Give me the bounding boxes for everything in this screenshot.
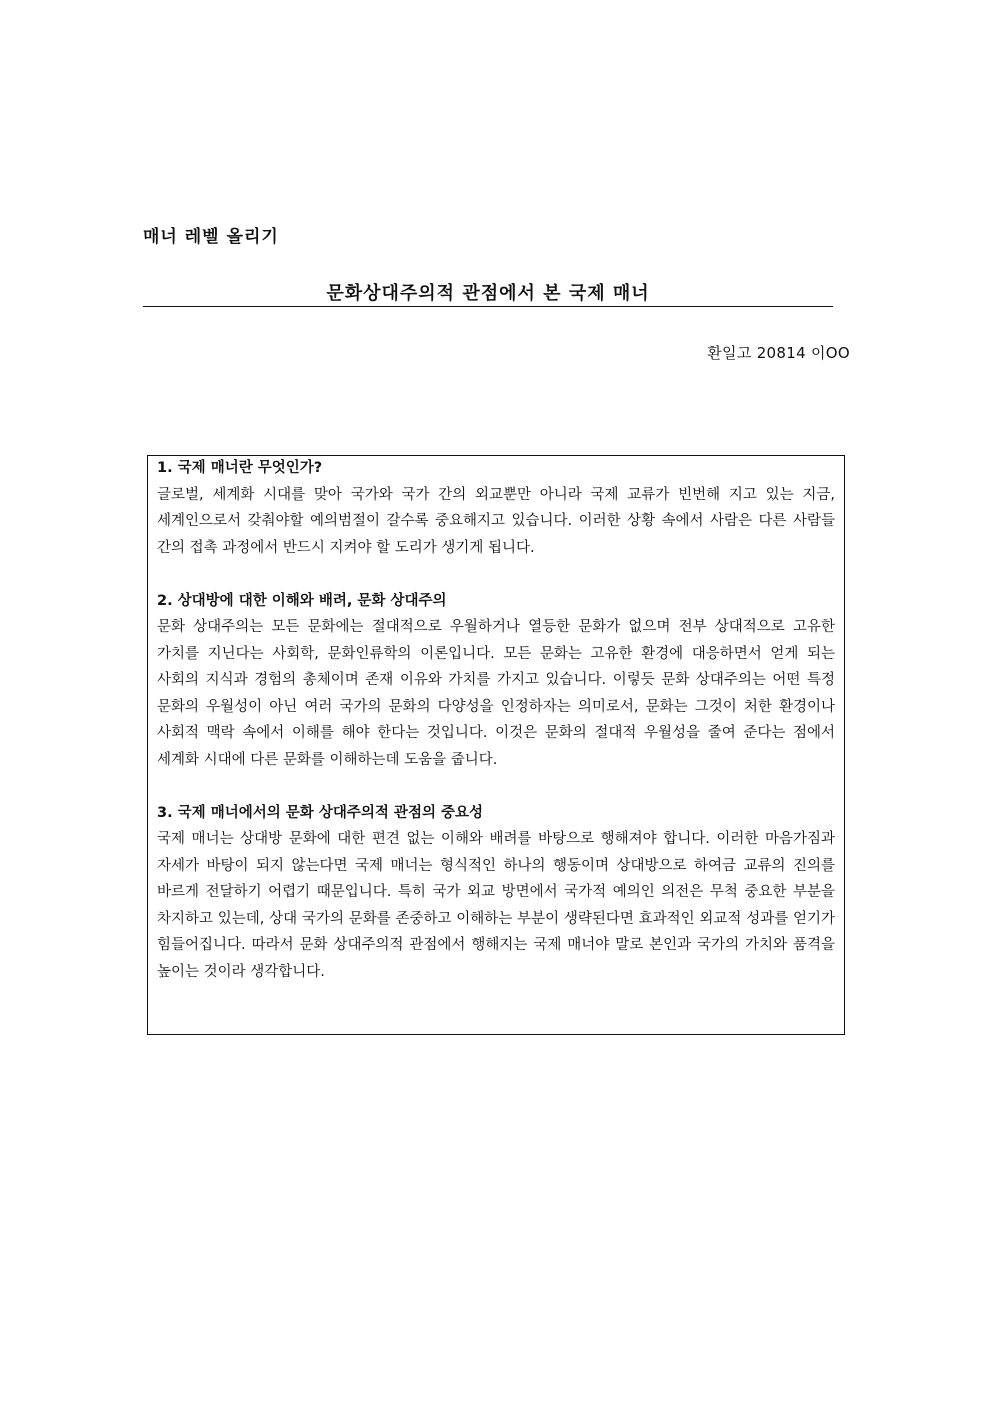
document-title: 문화상대주의적 관점에서 본 국제 매너 [326, 283, 650, 304]
section-heading: 2. 상대방에 대한 이해와 배려, 문화 상대주의 [157, 592, 447, 609]
header-label: 매너 레벨 올리기 [143, 227, 279, 247]
section-3 [157, 800, 835, 986]
section-body: 문화 상대주의는 모든 문화에는 절대적으로 우월하거나 열등한 문화가 없으며 전부 상대적으로 고유한 가치를 지닌다는 사회학, 문화인류학의 이론입니다. 모든 문화는 고유한 환경에 대응하면서 얻게 되는 사회의 지식과 경험의 총체이며 존재 이유와 가치를 가지고 있습니다. 이렇듯 문화 상대주의는 어떤 특정 문화의 우월성이 아닌 여러 국가의 문화의 다양성을 인정하자는 의미로서, 문화는 그것이 처한 환경이나 사회적 맥락 속에서 이해를 해야 한다는 것입니다. 이것은 문화의 절대적 우월성을 줄여 준다는 점에서 세계화 시대에 다른 문화를 이해하는데 도움을 줍니다. [157, 619, 835, 768]
section-body: 글로벌, 세계화 시대를 맞아 국가와 국가 간의 외교뿐만 아니라 국제 교류가 빈번해 지고 있는 지금, 세계인으로서 갖춰야할 예의범절이 갈수록 중요해지고 있습니다. 이러한 상황 속에서 사람은 다른 사람들 간의 접촉 과정에서 반드시 지켜야 할 도리가 생기게 됩니다. [157, 486, 835, 556]
section-heading: 3. 국제 매너에서의 문화 상대주의적 관점의 중요성 [157, 804, 484, 821]
title-underline-block [143, 282, 833, 307]
content-box [147, 455, 845, 1035]
section-1 [157, 455, 835, 561]
author-line: 환일고 20814 이OO [707, 344, 850, 362]
section-body: 국제 매너는 상대방 문화에 대한 편견 없는 이해와 배려를 바탕으로 행해져야 합니다. 이러한 마음가짐과 자세가 바탕이 되지 않는다면 국제 매너는 형식적인 하나의 행동이며 상대방으로 하여금 교류의 진의를 바르게 전달하기 어렵기 때문입니다. 특히 국가 외교 방면에서 국가적 예의인 의전은 무척 중요한 부분을 차지하고 있는데, 상대 국가의 문화를 존중하고 이해하는 부분이 생략된다면 효과적인 외교적 성과를 얻기가 힘들어집니다. 따라서 문화 상대주의적 관점에서 행해지는 국제 매너야 말로 본인과 국가의 가치와 품격을 높이는 것이라 생각합니다. [157, 831, 835, 980]
section-2 [157, 588, 835, 774]
section-heading: 1. 국제 매너란 무엇인가? [157, 460, 323, 476]
